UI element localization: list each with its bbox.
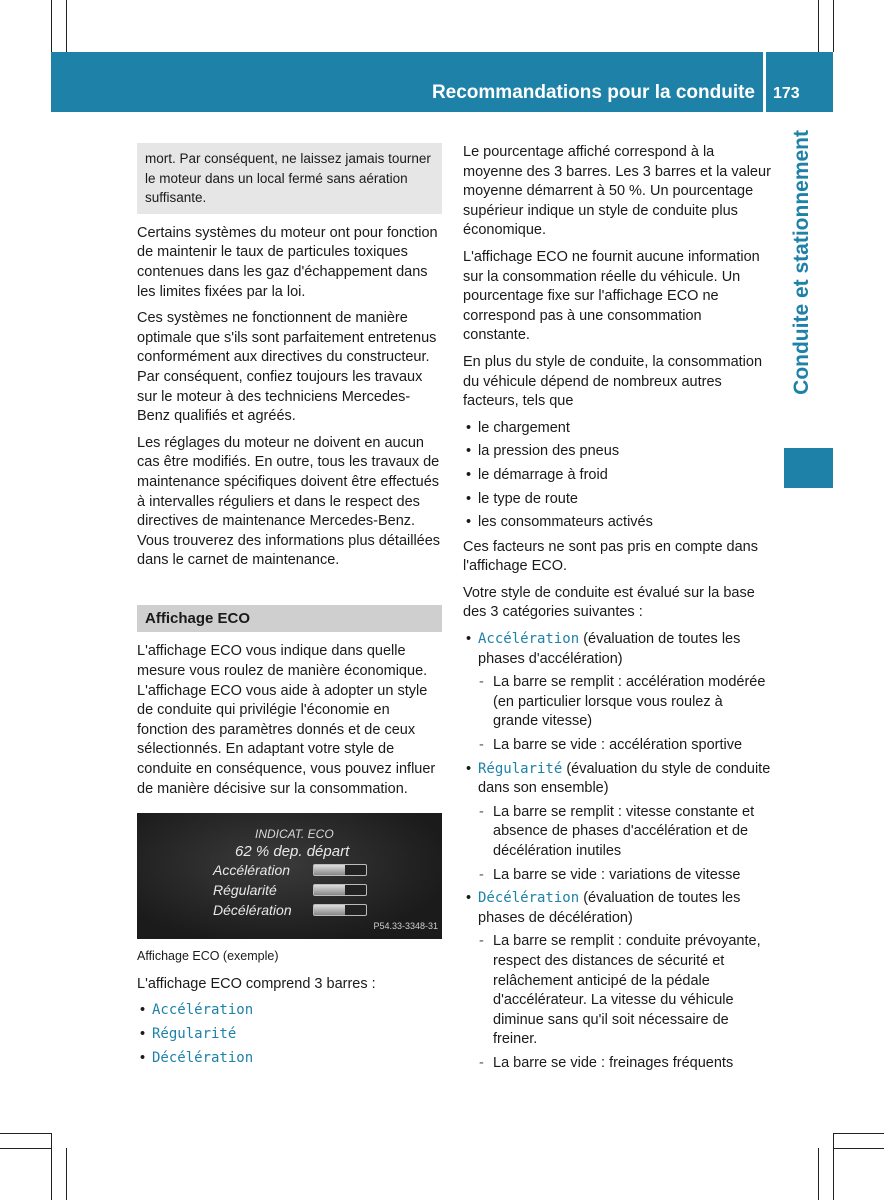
header-title: Recommandations pour la conduite: [431, 82, 755, 103]
sub-item: - La barre se remplit : conduite prévoyante, respect des distances de sécurité et relâchement anticipé de la pédale d'accélérateur. La vitesse du véhicule diminue sans qu'il soit nécessaire de freiner.: [463, 932, 771, 1050]
right-column: [463, 143, 771, 1079]
list-item: [137, 1049, 442, 1069]
chapter-side-tab: [778, 130, 830, 440]
eco-bar-fill: [314, 885, 345, 895]
crop-mark: [66, 0, 67, 52]
paragraph: L'affichage ECO comprend 3 barres :: [137, 975, 376, 992]
paragraph: L'affichage ECO ne fournit aucune information sur la consommation réelle du véhicule. Un pourcentage fixe sur l'affichage ECO ne correspond pas à une consommation constante.: [463, 248, 760, 344]
crop-mark: [833, 1133, 884, 1134]
eco-bar-fill: [314, 905, 345, 915]
crop-mark: [833, 1133, 834, 1200]
link-regularite[interactable]: Régularité: [478, 760, 563, 777]
category-description: (évaluation de toutes les phases de décélération): [478, 890, 741, 926]
eco-bar-regularite: [313, 884, 367, 896]
eco-row-label: Décélération: [213, 902, 292, 919]
link-deceleration[interactable]: Décélération: [152, 1049, 254, 1066]
warning-note-continued: mort. Par conséquent, ne laissez jamais tourner le moteur dans un local fermé sans aération suffisante.: [137, 143, 442, 214]
category-description: (évaluation du style de conduite dans son ensemble): [478, 760, 771, 797]
eco-display-title: INDICAT. ECO: [255, 827, 334, 842]
eco-bar-acceleration: [313, 864, 367, 876]
paragraph: Ces systèmes ne fonctionnent de manière optimale que s'ils sont parfaitement entretenus conformément aux directives du constructeur. Par conséquent, confiez toujours les travaux sur le moteur à des techniciens Mercedes-Benz qualifiés et agréés.: [137, 310, 437, 425]
link-deceleration[interactable]: Décélération: [478, 890, 580, 907]
paragraph: Les réglages du moteur ne doivent en aucun cas être modifiés. En outre, tous les travaux de maintenance spécifiques doivent être effectués à intervalles réguliers et dans le respect des directives de maintenance Mercedes-Benz. Vous trouverez des informations plus détaillées dans le carnet de maintenance.: [137, 434, 441, 569]
category-item: [463, 760, 771, 799]
category-list: [463, 630, 771, 1073]
crop-mark: [0, 1148, 51, 1149]
eco-bar-deceleration: [313, 904, 367, 916]
crop-mark: [51, 0, 52, 52]
section-heading: Affichage ECO: [137, 605, 442, 633]
sub-item: - La barre se remplit : vitesse constante et absence de phases d'accélération et de décélération inutiles: [463, 803, 771, 862]
list-item: [137, 1025, 442, 1045]
list-item: [137, 1001, 442, 1021]
header-bar: [51, 52, 833, 112]
eco-display-image: [137, 813, 442, 939]
list-item: • le type de route: [463, 490, 771, 510]
crop-mark: [833, 1148, 884, 1149]
sub-item: - La barre se vide : variations de vitesse: [463, 866, 771, 886]
paragraph: Certains systèmes du moteur ont pour fonction de maintenir le taux de particules toxiques contenues dans les gaz d'échappement dans les limites fixées par la loi.: [137, 224, 438, 300]
header-divider: [763, 52, 766, 112]
list-item: • les consommateurs activés: [463, 513, 771, 533]
crop-mark: [66, 1148, 67, 1200]
figure-code: P54.33-3348-31: [373, 920, 438, 931]
list-item: • le démarrage à froid: [463, 466, 771, 486]
category-description: (évaluation de toutes les phases d'accélération): [478, 631, 741, 667]
eco-row-label: Régularité: [213, 882, 277, 899]
sub-item: - La barre se remplit : accélération modérée (en particulier lorsque vous roulez à grande vitesse): [463, 673, 771, 732]
crop-mark: [818, 1148, 819, 1200]
page-number: 173: [773, 85, 800, 102]
category-item: [463, 630, 771, 669]
list-item: • la pression des pneus: [463, 442, 771, 462]
paragraph: Le pourcentage affiché correspond à la moyenne des 3 barres. Les 3 barres et la valeur moyenne démarrent à 50 %. Un pourcentage supérieur indique un style de conduite plus économique.: [463, 144, 771, 239]
eco-bar-fill: [314, 865, 345, 875]
crop-mark: [51, 1133, 52, 1200]
figure-caption: Affichage ECO (exemple): [137, 949, 279, 964]
category-item: [463, 889, 771, 928]
bar-list: [137, 1001, 442, 1068]
link-acceleration[interactable]: Accélération: [478, 631, 580, 648]
crop-mark: [0, 1133, 51, 1134]
sub-item: - La barre se vide : freinages fréquents: [463, 1054, 771, 1074]
crop-mark: [833, 0, 834, 52]
eco-row-label: Accélération: [213, 862, 291, 879]
eco-display-percentage: 62 % dep. départ: [235, 843, 350, 861]
chapter-marker-block: [784, 448, 833, 488]
paragraph: Ces facteurs ne sont pas pris en compte dans l'affichage ECO.: [463, 538, 758, 575]
crop-mark: [818, 0, 819, 52]
paragraph: En plus du style de conduite, la consommation du véhicule dépend de nombreux autres facteurs, tels que: [463, 353, 763, 410]
left-column: [137, 143, 442, 1073]
list-item: • le chargement: [463, 419, 771, 439]
factor-list: [463, 419, 771, 533]
section-paragraph: L'affichage ECO vous indique dans quelle mesure vous roulez de manière économique. L'affichage ECO vous aide à adopter un style de conduite qui privilégie l'économie en fonction des paramètres donnés et de ceux sélectionnés. En adaptant votre style de conduite en conséquence, vous pouvez influer de manière décisive sur la consommation.: [137, 643, 436, 797]
paragraph: Votre style de conduite est évalué sur la base des 3 catégories suivantes :: [463, 584, 755, 621]
link-acceleration[interactable]: Accélération: [152, 1002, 254, 1019]
link-regularite[interactable]: Régularité: [152, 1026, 237, 1042]
sub-item: - La barre se vide : accélération sportive: [463, 736, 771, 756]
chapter-side-tab-label: Conduite et stationnement: [790, 130, 813, 395]
